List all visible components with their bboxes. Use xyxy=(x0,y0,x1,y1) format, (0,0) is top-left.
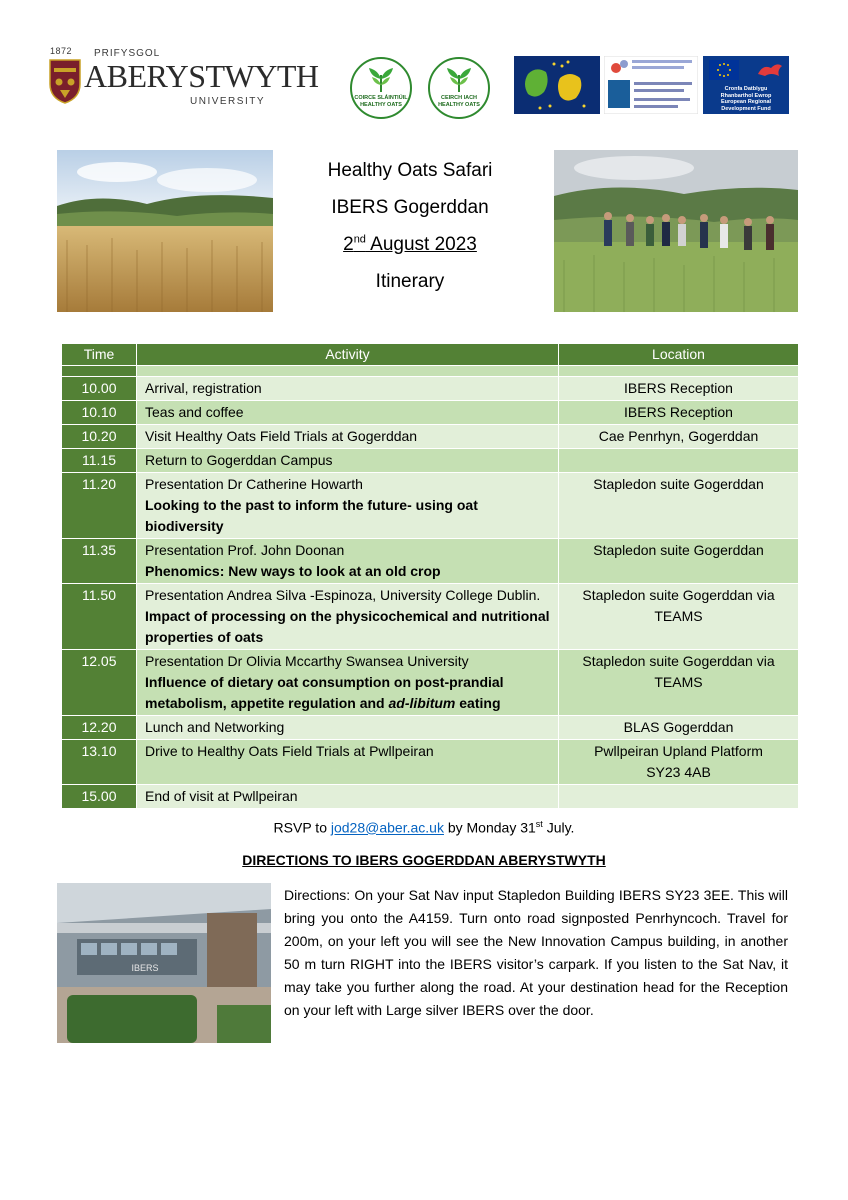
talk-title-part-c: eating xyxy=(455,695,501,711)
event-date-day: 2 xyxy=(343,234,354,255)
table-row xyxy=(62,539,799,584)
presenter: Presentation Dr Catherine Howarth xyxy=(145,476,363,492)
row-location: BLAS Gogerddan xyxy=(559,716,799,740)
header-activity: Activity xyxy=(137,344,559,366)
rsvp-date-suffix: st xyxy=(535,819,543,829)
title-block xyxy=(290,152,530,300)
row-time: 11.20 xyxy=(62,473,137,539)
row-location: Stapledon suite Gogerddan xyxy=(559,539,799,584)
rsvp-line xyxy=(0,819,848,836)
table-spacer-row xyxy=(62,366,799,377)
row-location: IBERS Reception xyxy=(559,377,799,401)
oat-sprout-icon xyxy=(366,65,396,93)
location-line-1: Pwllpeiran Upland Platform xyxy=(594,743,763,759)
header-time: Time xyxy=(62,344,137,366)
row-location xyxy=(559,740,799,785)
row-location: Cae Penrhyn, Gogerddan xyxy=(559,425,799,449)
ceirch-iach-logo-1 xyxy=(350,57,412,119)
row-activity: Teas and coffee xyxy=(137,401,559,425)
location-line-2: SY23 4AB xyxy=(646,764,711,780)
presenter: Presentation Dr Olivia Mccarthy Swansea University xyxy=(145,653,469,669)
directions-text: Directions: On your Sat Nav input Stapledon Building IBERS SY23 3EE. This will bring you onto the A4159. Turn onto road signposted Penrhyncoch. Travel for 200m, on your left you will see the New Innovation Campus building, in another 50 m turn RIGHT into the IBERS visitor’s carpark. If you listen to the Sat Nav, it may take you further along the road. At your destination head for the Reception on your left with Large silver IBERS over the door. xyxy=(284,887,788,1018)
table-row xyxy=(62,425,799,449)
university-prefix: PRIFYSGOL xyxy=(94,48,161,59)
erdf-english-line-1: European Regional xyxy=(720,99,772,105)
rsvp-email-link[interactable]: jod28@aber.ac.uk xyxy=(330,819,444,836)
university-suffix: UNIVERSITY xyxy=(190,96,266,107)
erdf-welsh-line-2: Rhanbarthol Ewrop xyxy=(720,92,772,99)
row-time: 12.05 xyxy=(62,650,137,716)
logo-line-1: COIRCE SLÁINTIÚIL xyxy=(354,95,408,101)
ireland-wales-programme-logo xyxy=(514,56,600,114)
talk-title: Looking to the past to inform the future- using oat biodiversity xyxy=(145,497,478,534)
row-activity: Arrival, registration xyxy=(137,377,559,401)
logo-line-1: CEIRCH IACH xyxy=(440,95,478,101)
southern-regional-assembly-logo xyxy=(604,56,698,114)
eu-flag-icon xyxy=(709,60,739,80)
event-date xyxy=(290,226,530,263)
directions-heading: DIRECTIONS TO IBERS GOGERDDAN ABERYSTWYTH xyxy=(242,852,606,868)
talk-title-part-a: Influence of dietary oat consumption on post-prandial metabolism, appetite regulation and xyxy=(145,674,504,711)
row-location: IBERS Reception xyxy=(559,401,799,425)
row-location: Stapledon suite Gogerddan via TEAMS xyxy=(559,584,799,650)
row-time: 12.20 xyxy=(62,716,137,740)
table-row xyxy=(62,716,799,740)
oat-field-photo xyxy=(57,150,273,312)
university-crest-icon xyxy=(48,58,82,104)
ceirch-iach-logo-2 xyxy=(428,57,490,119)
presenter: Presentation Andrea Silva -Espinoza, University College Dublin. xyxy=(145,587,541,603)
table-row xyxy=(62,377,799,401)
table-row xyxy=(62,449,799,473)
erdf-english-line-2: Development Fund xyxy=(721,105,771,112)
table-row xyxy=(62,785,799,809)
ibers-building-photo xyxy=(57,883,271,1043)
table-row xyxy=(62,584,799,650)
row-time: 10.10 xyxy=(62,401,137,425)
table-row xyxy=(62,650,799,716)
talk-title xyxy=(145,672,550,714)
logo-line-2: HEALTHY OATS xyxy=(360,102,402,108)
row-activity: End of visit at Pwllpeiran xyxy=(137,785,559,809)
row-time: 10.00 xyxy=(62,377,137,401)
event-title: Healthy Oats Safari xyxy=(327,160,493,181)
row-location: Stapledon suite Gogerddan via TEAMS xyxy=(559,650,799,716)
event-date-rest: August 2023 xyxy=(365,234,477,255)
row-location xyxy=(559,449,799,473)
row-time: 10.20 xyxy=(62,425,137,449)
itinerary-table xyxy=(61,343,799,809)
row-time: 11.35 xyxy=(62,539,137,584)
european-regional-development-fund-logo xyxy=(703,56,789,114)
university-name: ABERYSTWYTH xyxy=(84,58,319,94)
welsh-government-dragon-icon xyxy=(755,60,785,80)
row-location: Stapledon suite Gogerddan xyxy=(559,473,799,539)
row-activity: Drive to Healthy Oats Field Trials at Pwllpeiran xyxy=(137,740,559,785)
rsvp-prefix: RSVP to xyxy=(273,819,331,836)
row-time: 11.50 xyxy=(62,584,137,650)
row-activity: Lunch and Networking xyxy=(137,716,559,740)
field-visit-group-photo xyxy=(554,150,798,312)
row-activity: Return to Gogerddan Campus xyxy=(137,449,559,473)
university-founding-year: 1872 xyxy=(50,46,73,56)
row-activity xyxy=(137,473,559,539)
row-time: 15.00 xyxy=(62,785,137,809)
talk-title: Phenomics: New ways to look at an old crop xyxy=(145,563,441,579)
rsvp-end: July. xyxy=(542,819,575,836)
row-activity xyxy=(137,584,559,650)
row-time: 11.15 xyxy=(62,449,137,473)
table-row xyxy=(62,401,799,425)
row-location xyxy=(559,785,799,809)
presenter: Presentation Prof. John Doonan xyxy=(145,542,345,558)
event-date-suffix: nd xyxy=(353,233,366,246)
row-time: 13.10 xyxy=(62,740,137,785)
itinerary-label: Itinerary xyxy=(375,271,445,292)
row-activity: Visit Healthy Oats Field Trials at Gogerddan xyxy=(137,425,559,449)
rsvp-middle: by Monday 31 xyxy=(443,819,536,836)
building-sign-text: IBERS xyxy=(131,963,159,973)
talk-title-italic: ad-libitum xyxy=(388,695,456,711)
erdf-welsh-line-1: Cronfa Datblygu xyxy=(724,86,768,92)
table-header-row xyxy=(62,344,799,366)
table-row xyxy=(62,740,799,785)
row-activity xyxy=(137,539,559,584)
row-activity xyxy=(137,650,559,716)
header-location: Location xyxy=(559,344,799,366)
table-row xyxy=(62,473,799,539)
oat-sprout-icon xyxy=(444,65,474,93)
talk-title: Impact of processing on the physicochemical and nutritional properties of oats xyxy=(145,608,550,645)
logo-line-2: HEALTHY OATS xyxy=(438,102,480,108)
event-venue: IBERS Gogerddan xyxy=(331,197,489,218)
